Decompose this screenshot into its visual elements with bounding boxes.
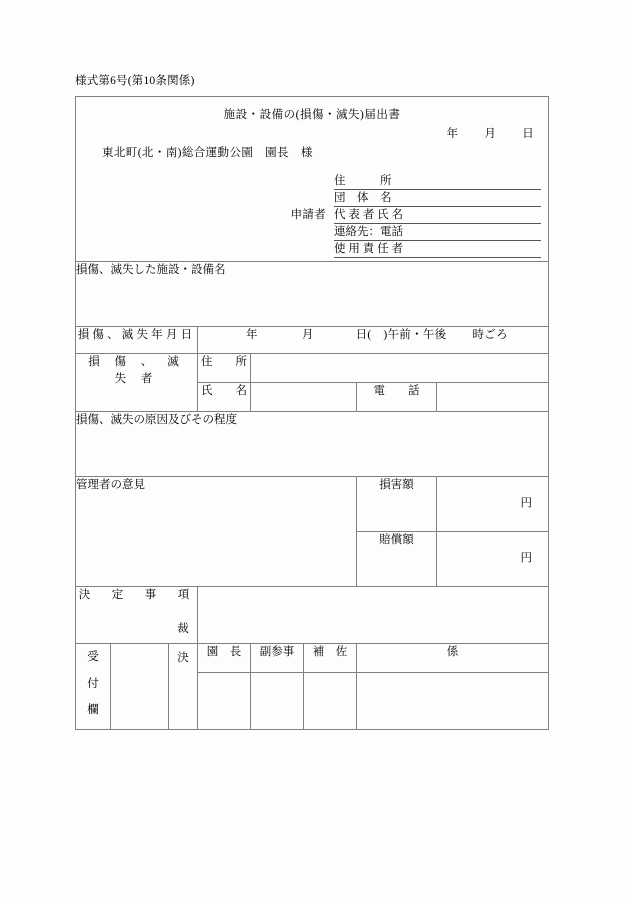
applicant-fields xyxy=(334,173,541,258)
damage-time-label: 時ごろ xyxy=(472,329,508,341)
receipt-char-3: 欄 xyxy=(87,704,99,717)
facility-name-row xyxy=(76,262,549,327)
approval-sign-deputy[interactable] xyxy=(251,673,304,730)
applicant-label: 申請者 xyxy=(290,209,326,222)
applicant-address-line[interactable]: 住 所 xyxy=(334,173,541,190)
applicant-organization-line[interactable]: 団 体 名 xyxy=(334,190,541,207)
approval-sign-section[interactable] xyxy=(357,673,549,730)
decision-row xyxy=(76,587,549,644)
applicant-responsible-person-line[interactable]: 使 用 責 任 者 xyxy=(334,241,541,258)
submission-date xyxy=(447,126,534,143)
date-day-label: 日 xyxy=(522,128,535,140)
receipt-stamp-area[interactable] xyxy=(111,644,169,730)
approval-col-director: 園 長 xyxy=(198,644,251,673)
person-address-label: 住 所 xyxy=(198,354,251,383)
decision-label: 決 定 事 項 xyxy=(76,587,198,644)
compensation-amount-value[interactable] xyxy=(437,532,549,587)
cause-row xyxy=(76,412,549,477)
date-month-label: 月 xyxy=(484,128,497,140)
header-row xyxy=(76,97,549,262)
receipt-column-label xyxy=(76,644,111,730)
damage-month-label: 月 xyxy=(301,329,314,341)
header-cell xyxy=(76,97,549,262)
damage-amount-unit: 円 xyxy=(520,497,533,510)
damage-year-label: 年 xyxy=(246,329,258,341)
approval-col-assistant: 補 佐 xyxy=(304,644,357,673)
damage-report-table xyxy=(75,96,549,730)
approval-char-bottom: 裁 xyxy=(177,623,189,636)
facility-name-cell[interactable]: 損傷、滅失した施設・設備名 xyxy=(76,262,549,327)
manager-opinion-row xyxy=(76,477,549,532)
addressee: 東北町(北・南)総合運動公園 園長 様 xyxy=(102,147,313,159)
decision-value[interactable] xyxy=(198,587,549,644)
receipt-char-1: 受 xyxy=(87,651,99,663)
person-address-value[interactable] xyxy=(251,354,549,383)
damage-amount-value[interactable] xyxy=(437,477,549,532)
compensation-amount-unit: 円 xyxy=(520,552,533,565)
applicant-block xyxy=(276,173,541,258)
damage-date-label: 損傷、滅失年月日 xyxy=(76,327,198,354)
person-name-value[interactable] xyxy=(251,383,357,412)
person-phone-label: 電 話 xyxy=(357,383,437,412)
manager-opinion-cell[interactable]: 管理者の意見 xyxy=(76,477,357,587)
person-address-row xyxy=(76,354,549,383)
damage-day-ampm-label: 日( )午前・午後 xyxy=(355,329,447,341)
date-year-label: 年 xyxy=(446,128,459,140)
approval-sign-director[interactable] xyxy=(198,673,251,730)
approval-column-label xyxy=(169,623,198,730)
approval-col-section: 係 xyxy=(357,644,549,673)
damage-amount-label: 損害額 xyxy=(357,477,437,532)
approval-col-deputy: 副参事 xyxy=(251,644,304,673)
person-name-label: 氏 名 xyxy=(198,383,251,412)
approval-char-top: 決 xyxy=(177,652,189,664)
person-phone-value[interactable] xyxy=(437,383,549,412)
receipt-char-2: 付 xyxy=(87,677,99,690)
damage-date-row xyxy=(76,327,549,354)
form-number: 様式第6号(第10条関係) xyxy=(75,75,195,87)
cause-cell[interactable]: 損傷、滅失の原因及びその程度 xyxy=(76,412,549,477)
compensation-amount-label: 賠償額 xyxy=(357,532,437,587)
applicant-representative-line[interactable]: 代 表 者 氏 名 xyxy=(334,207,541,224)
page-title: 施設・設備の(損傷・滅失)届出書 xyxy=(223,109,401,121)
applicant-phone-line[interactable]: 連絡先：電話 xyxy=(334,224,541,241)
approval-header-row xyxy=(76,644,549,673)
damage-date-value-cell[interactable] xyxy=(198,327,549,354)
person-label: 損 傷 、 滅 失 者 xyxy=(76,354,198,412)
approval-sign-assistant[interactable] xyxy=(304,673,357,730)
